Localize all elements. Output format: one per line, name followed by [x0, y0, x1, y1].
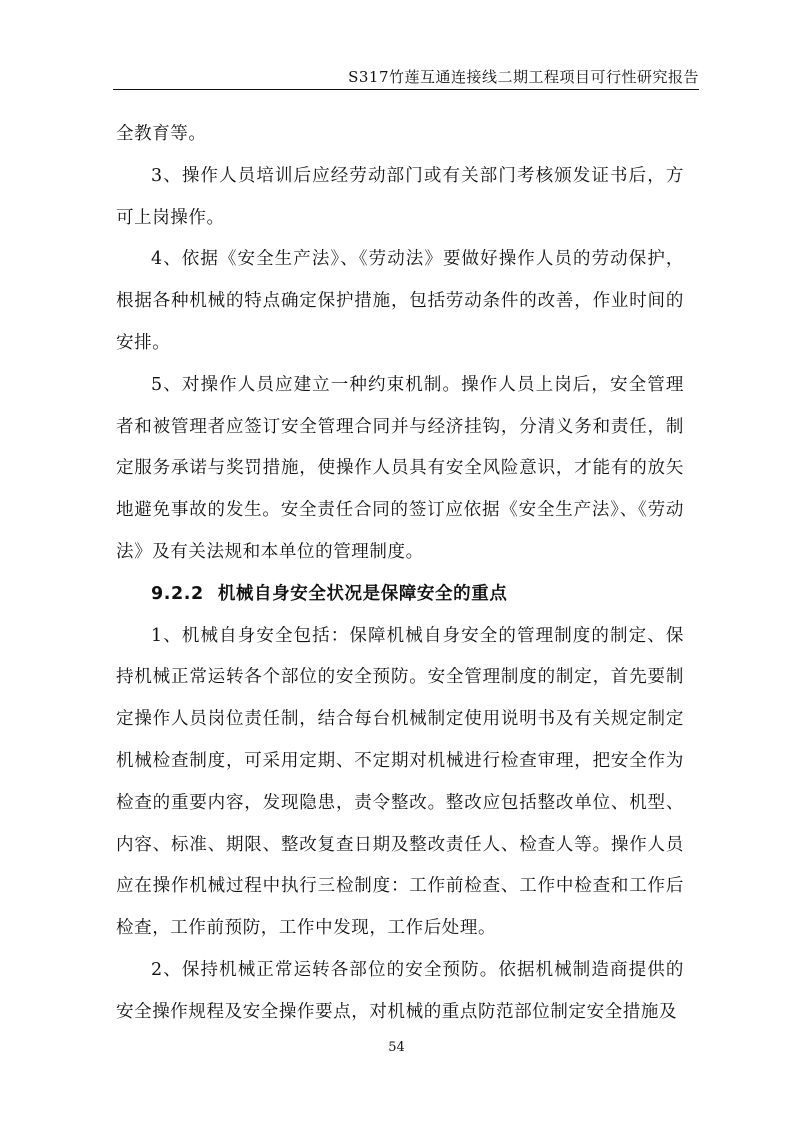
paragraph-item-4: 4、依据《安全生产法》、《劳动法》要做好操作人员的劳动保护，根据各种机械的特点确定保护措施，包括劳动条件的改善，作业时间的安排。: [116, 249, 684, 353]
section-heading: [116, 574, 684, 616]
section-number: 9.2.2: [151, 583, 204, 604]
paragraph-section-item-1: 1、机械自身安全包括：保障机械自身安全的管理制度的制定、保持机械正常运转各个部位的安全预防。安全管理制度的制定，首先要制定操作人员岗位责任制，结合每台机械制定使用说明书及有关规定制定机械检查制度，可采用定期、不定期对机械进行检查审理，把安全作为检查的重要内容，发现隐患，责令整改。整改应包括整改单位、机型、内容、标准、期限、整改复查日期及整改责任人、检查人等。操作人员应在操作机械过程中执行三检制度：工作前检查、工作中检查和工作后检查，工作前预防，工作中发现，工作后处理。: [116, 625, 684, 939]
page-body: [116, 114, 684, 1034]
paragraph-continuation: 全教育等。: [116, 124, 207, 144]
header-divider: [113, 89, 699, 90]
running-header-title: S317竹莲互通连接线二期工程项目可行性研究报告: [348, 68, 699, 86]
page-number: 54: [388, 1040, 405, 1055]
paragraph-section-item-2: 2、保持机械正常运转各部位的安全预防。依据机械制造商提供的安全操作规程及安全操作要点，对机械的重点防范部位制定安全措施及: [116, 959, 684, 1022]
section-title: 机械自身安全状况是保障安全的重点: [217, 583, 508, 604]
paragraph-item-3: 3、操作人员培训后应经劳动部门或有关部门考核颁发证书后，方可上岗操作。: [116, 165, 684, 228]
paragraph-item-5: 5、对操作人员应建立一种约束机制。操作人员上岗后，安全管理者和被管理者应签订安全管理合同并与经济挂钩，分清义务和责任，制定服务承诺与奖罚措施，使操作人员具有安全风险意识，才能有的放矢地避免事故的发生。安全责任合同的签订应依据《安全生产法》、《劳动法》及有关法规和本单位的管理制度。: [116, 374, 684, 562]
